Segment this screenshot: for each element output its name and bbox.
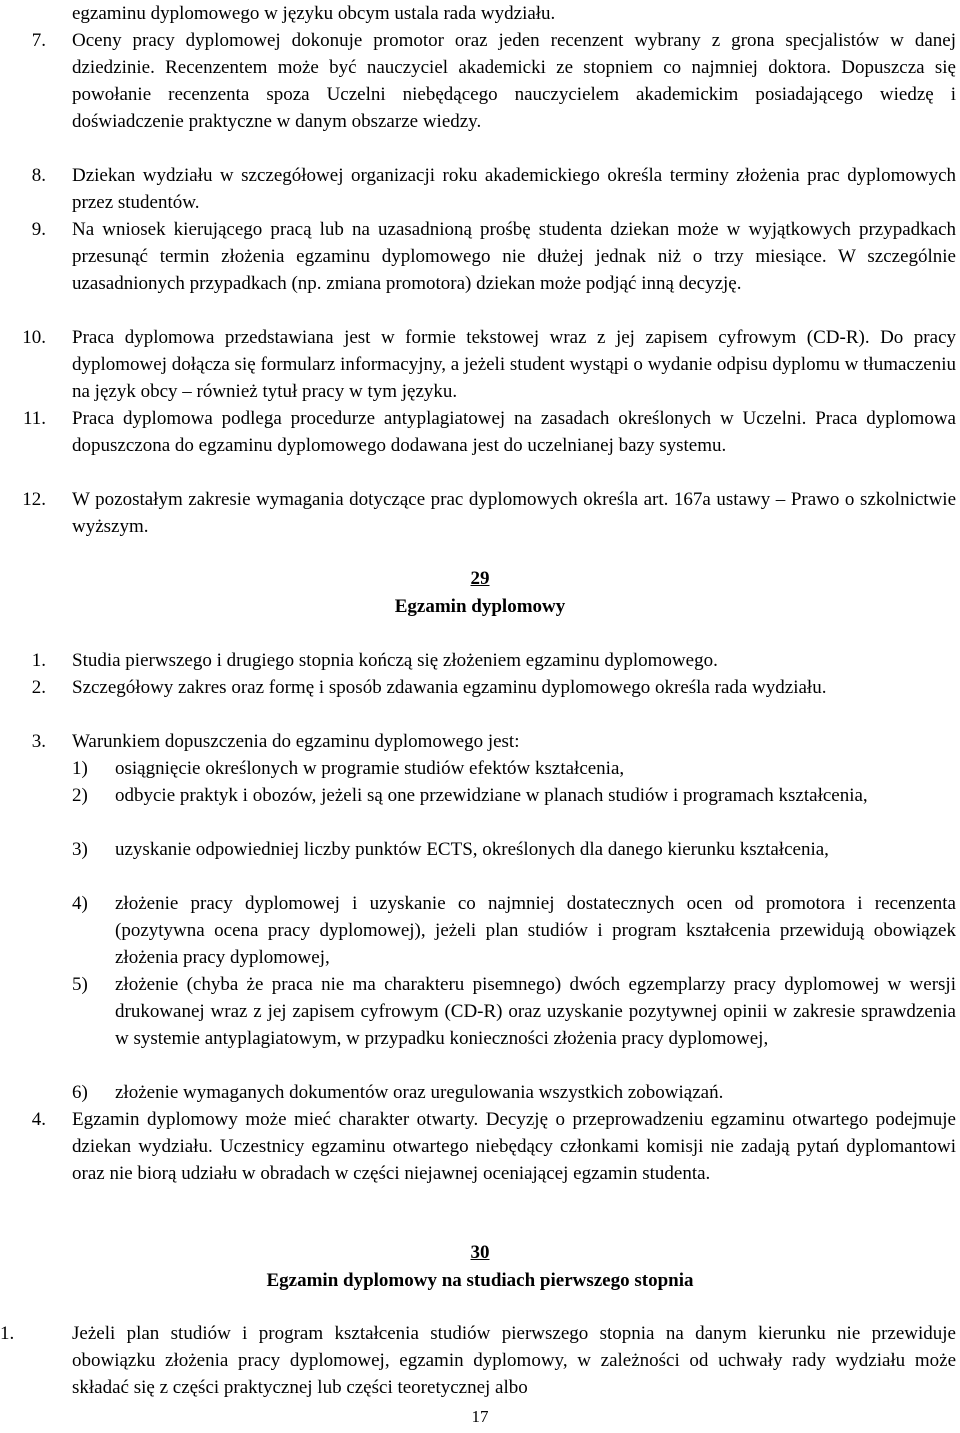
item-text: Jeżeli plan studiów i program kształcenia studiów pierwszego stopnia na danym kierunku nie przewiduje obowiązku złożenia pracy dyplomowej, egzamin dyplomowy, w zależności od uchwały rady wydziału może składać się z części praktycznej lub części teoretycznej albo — [72, 1323, 956, 1398]
sub-item-number: 4) — [72, 893, 88, 914]
intro-line: egzaminu dyplomowego w języku obcym ustala rada wydziału. — [72, 3, 556, 24]
page-number: 17 — [471, 1407, 489, 1426]
item-text: Na wniosek kierującego pracą lub na uzasadnioną prośbę studenta dziekan może w wyjątkowych przypadkach przesunąć termin złożenia egzaminu dyplomowego nie dłużej jednak niż o trzy miesiące. W szczególnie uzasadnionych przypadkach (np. zmiana promotora) dziekan może podjąć inną decyzję. — [72, 219, 956, 294]
item-text: Praca dyplomowa podlega procedurze antyplagiatowej na zasadach określonych w Uczelni. Praca dyplomowa dopuszczona do egzaminu dyplomowego dodawana jest do uczelnianej bazy systemu. — [72, 408, 956, 456]
item-number: 4. — [31, 1109, 46, 1130]
section-symbol: 29 — [470, 568, 490, 589]
list-item — [0, 674, 960, 728]
sub-list-item — [0, 755, 960, 782]
item-number: 12. — [22, 489, 46, 510]
item-number: 1. — [0, 1323, 15, 1344]
section-28-list — [0, 27, 960, 540]
item-number: 7. — [31, 30, 46, 51]
sub-item-number: 6) — [72, 1082, 88, 1103]
section-29-list — [0, 647, 960, 1214]
list-item — [0, 216, 960, 324]
sub-item-number: 3) — [72, 839, 88, 860]
list-item — [0, 162, 960, 216]
section-30-heading — [0, 1239, 960, 1295]
item-number: 8. — [31, 165, 46, 186]
list-item — [0, 405, 960, 486]
list-item — [0, 1106, 960, 1214]
list-item — [0, 647, 960, 674]
list-item — [0, 728, 960, 755]
sub-item-text: złożenie pracy dyplomowej i uzyskanie co najmniej dostatecznych ocen od promotora i recenzenta (pozytywna ocena pracy dyplomowej), jeżeli plan studiów i program kształcenia przewidują obowiązek złożenia pracy dyplomowej, — [115, 893, 956, 968]
item-text: W pozostałym zakresie wymagania dotyczące prac dyplomowych określa art. 167a ustawy – Prawo o szkolnictwie wyższym. — [72, 489, 956, 537]
item-text: Dziekan wydziału w szczegółowej organizacji roku akademickiego określa terminy złożenia prac dyplomowych przez studentów. — [72, 165, 956, 213]
item-number: 11. — [22, 408, 46, 429]
sub-list-item — [0, 890, 960, 971]
item-text: Praca dyplomowa przedstawiana jest w formie tekstowej wraz z jej zapisem cyfrowym (CD-R). Do pracy dyplomowej dołącza się formularz informacyjny, a jeżeli student wystąpi o wydanie odpisu dyplomu w tłumaczeniu na język obcy – również tytuł pracy w tym języku. — [72, 327, 956, 402]
item-text: Szczegółowy zakres oraz formę i sposób zdawania egzaminu dyplomowego określa rada wydziału. — [72, 677, 827, 698]
sub-item-text: złożenie wymaganych dokumentów oraz uregulowania wszystkich zobowiązań. — [115, 1082, 724, 1103]
section-symbol: 30 — [470, 1242, 490, 1263]
section-30-list — [0, 1320, 960, 1401]
section-title: Egzamin dyplomowy na studiach pierwszego stopnia — [266, 1270, 694, 1291]
item-number: 10. — [22, 327, 46, 348]
item-text: Egzamin dyplomowy może mieć charakter otwarty. Decyzję o przeprowadzeniu egzaminu otwartego podejmuje dziekan wydziału. Uczestnicy egzaminu otwartego niebędący członkami komisji nie zadają pytań dyplomantowi oraz nie biorą udziału w obradach w części niejawnej oceniającej egzamin studenta. — [72, 1109, 956, 1184]
sub-list-item — [0, 836, 960, 890]
sub-list-item — [0, 782, 960, 836]
item-number: 1. — [31, 650, 46, 671]
item-number: 2. — [31, 677, 46, 698]
sub-item-text: uzyskanie odpowiedniej liczby punktów ECTS, określonych dla danego kierunku kształcenia, — [115, 839, 829, 860]
sub-item-number: 5) — [72, 974, 88, 995]
sub-item-number: 1) — [72, 758, 88, 779]
item-text: Studia pierwszego i drugiego stopnia kończą się złożeniem egzaminu dyplomowego. — [72, 650, 718, 671]
list-item — [0, 27, 960, 162]
sub-item-text: osiągnięcie określonych w programie studiów efektów kształcenia, — [115, 758, 625, 779]
item-text: Warunkiem dopuszczenia do egzaminu dyplomowego jest: — [72, 731, 520, 752]
sub-list-item — [0, 971, 960, 1079]
section-29-heading — [0, 565, 960, 621]
sub-item-text: złożenie (chyba że praca nie ma charakteru pisemnego) dwóch egzemplarzy pracy dyplomowej w wersji drukowanej wraz z jej zapisem cyfrowym (CD-R) oraz uzyskanie pozytywnej opinii w zakresie sprawdzenia w systemie antyplagiatowym, w przypadku konieczności złożenia pracy dyplomowej, — [115, 974, 956, 1049]
item-text: Oceny pracy dyplomowej dokonuje promotor oraz jeden recenzent wybrany z grona specjalistów w danej dziedzinie. Recenzentem może być nauczyciel akademicki ze stopniem co najmniej doktora. Dopuszcza się powołanie recenzenta spoza Uczelni niebędącego nauczycielem akademickim posiadającego wiedzę i doświadczenie praktyczne w danym obszarze wiedzy. — [72, 30, 956, 132]
list-item — [0, 486, 960, 540]
list-item — [0, 1320, 960, 1401]
sub-list-item — [0, 1079, 960, 1106]
item-number: 9. — [31, 219, 46, 240]
item-number: 3. — [31, 731, 46, 752]
sub-item-number: 2) — [72, 785, 88, 806]
sub-item-text: odbycie praktyk i obozów, jeżeli są one przewidziane w planach studiów i programach kształcenia, — [115, 785, 868, 806]
list-item — [0, 324, 960, 405]
section-title: Egzamin dyplomowy — [394, 596, 566, 617]
